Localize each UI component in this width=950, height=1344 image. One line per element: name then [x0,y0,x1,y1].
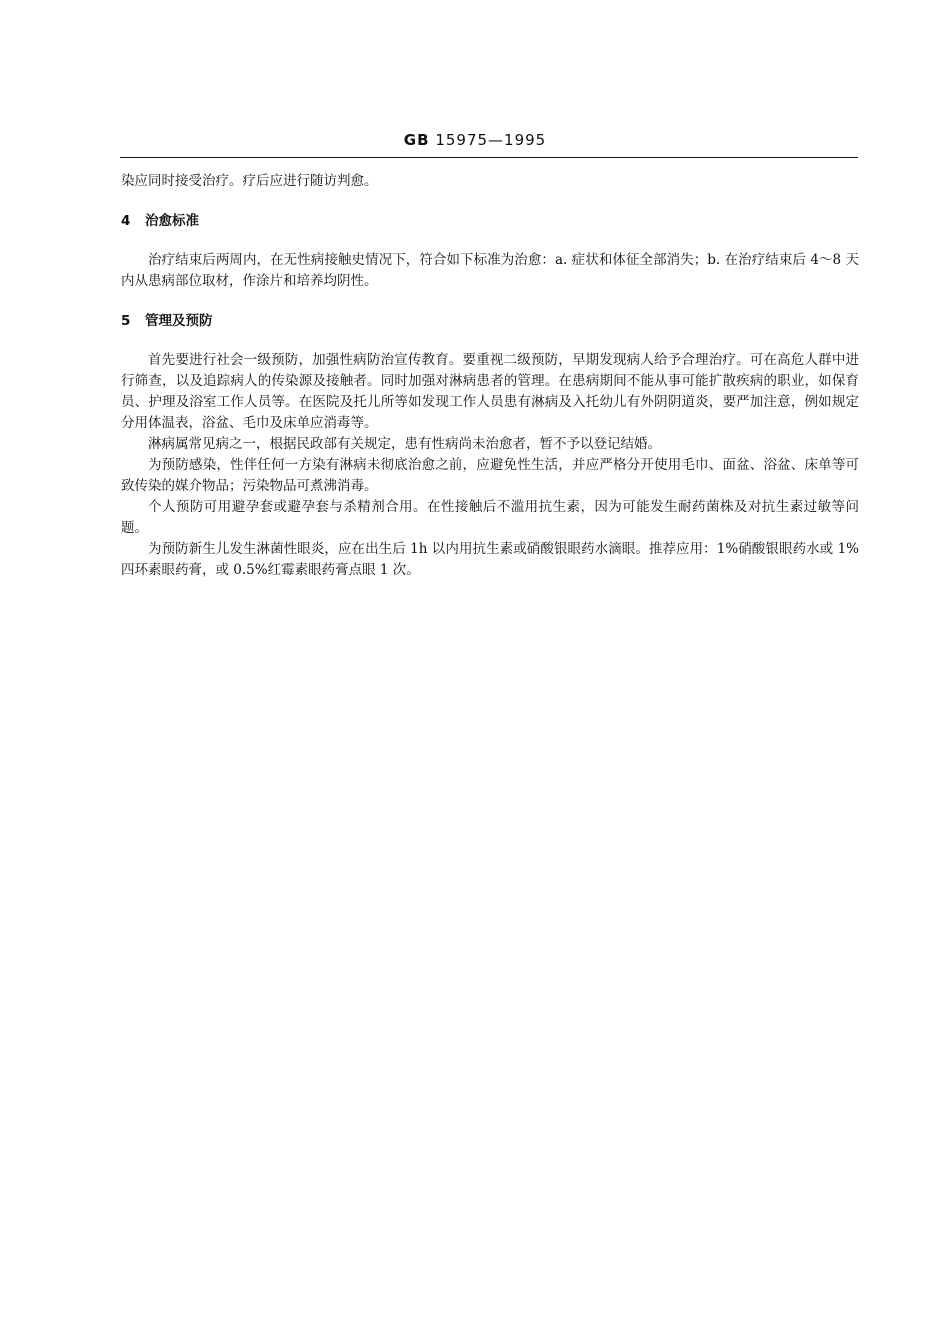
paragraph: 为预防新生儿发生淋菌性眼炎，应在出生后 1h 以内用抗生素或硝酸银眼药水滴眼。推荐应用：1%硝酸银眼药水或 1%四环素眼药膏，或 0.5%红霉素眼药膏点眼 1 次。 [121,541,859,578]
section-number: 5 [121,313,131,329]
intro-line: 染应同时接受治疗。疗后应进行随访判愈。 [121,173,378,189]
paragraph: 治疗结束后两周内，在无性病接触史情况下，符合如下标准为治愈：a. 症状和体征全部消失；b. 在治疗结束后 4～8 天内从患病部位取材，作涂片和培养均阴性。 [121,252,859,289]
paragraph: 为预防感染，性伴任何一方染有淋病未彻底治愈之前，应避免性生活，并应严格分开使用毛巾、面盆、浴盆、床单等可致传染的媒介物品；污染物品可煮沸消毒。 [121,457,859,494]
section-title: 管理及预防 [145,313,213,329]
standard-number: 15975—1995 [435,131,547,149]
header-rule [120,157,858,158]
document-body [121,171,859,581]
page-header [0,131,950,149]
section-title: 治愈标准 [145,213,199,229]
section-number: 4 [121,213,131,229]
section-heading-4 [121,211,859,232]
standard-code: GB [403,131,430,149]
section-heading-5 [121,311,859,332]
paragraph: 淋病属常见病之一，根据民政部有关规定，患有性病尚未治愈者，暂不予以登记结婚。 [148,436,661,452]
paragraph: 首先要进行社会一级预防，加强性病防治宣传教育。要重视二级预防，早期发现病人给予合理治疗。可在高危人群中进行筛查，以及追踪病人的传染源及接触者。同时加强对淋病患者的管理。在患病期间不能从事可能扩散疾病的职业，如保育员、护理及浴室工作人员等。在医院及托儿所等如发现工作人员患有淋病及入托幼儿有外阴阴道炎，要严加注意，例如规定分用体温表，浴盆、毛巾及床单应消毒等。 [121,352,859,431]
paragraph: 个人预防可用避孕套或避孕套与杀精剂合用。在性接触后不滥用抗生素，因为可能发生耐药菌株及对抗生素过敏等问题。 [121,499,859,536]
